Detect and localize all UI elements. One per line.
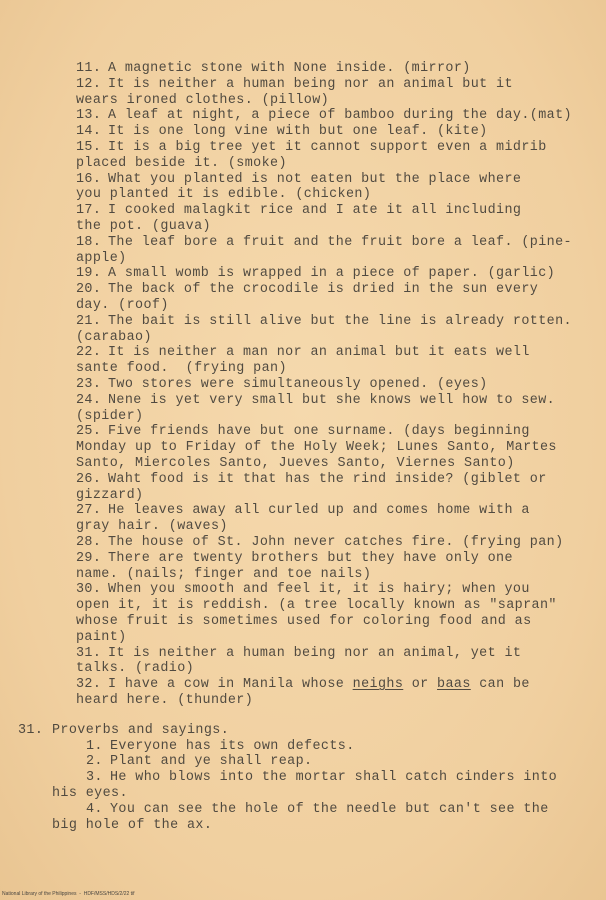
riddle-text-continued: name. (nails; finger and toe nails) [76,566,372,582]
riddle-number: 29. [76,550,102,566]
riddle-number: 14. [76,124,102,140]
riddle-text-continued: talks. (radio) [76,661,195,677]
riddle-number: 20. [76,282,102,298]
riddle-text-continued: paint) [76,629,127,645]
riddle-text: A leaf at night, a piece of bamboo during the day.(mat) [108,108,572,124]
riddle-text: A small womb is wrapped in a piece of paper. (garlic) [108,266,556,282]
riddle-text-continued: you planted it is edible. (chicken) [76,187,372,203]
riddle-text: It is a big tree yet it cannot support even a midrib [108,140,547,155]
riddle-number: 13. [76,108,102,124]
riddle-number: 25. [76,424,102,440]
riddle-text: Five friends have but one surname. (days beginning [108,424,530,440]
riddle-number: 22. [76,345,102,361]
riddle-text: The back of the crocodile is dried in the sun every [108,282,539,298]
riddle-text: A magnetic stone with None inside. (mirror) [108,61,471,76]
riddle-text: Two stores were simultaneously opened. (eyes) [108,377,488,392]
riddle-number: 21. [76,313,102,329]
proverb-number: 4. [86,801,103,817]
riddle-text: Nene is yet very small but she knows well how to sew. [108,392,556,408]
riddle-text: The house of St. John never catches fire. (frying pan) [108,535,564,550]
riddle-text-continued: open it, it is reddish. (a tree locally known as "sapran" [76,598,557,614]
riddle-text-continued: whose fruit is sometimes used for coloring food and as [76,614,532,629]
riddle-text-continued: Monday up to Friday of the Holy Week; Lunes Santo, Martes [76,440,557,456]
riddle-text-continued: apple) [76,250,127,266]
riddle-text: The leaf bore a fruit and the fruit bore a leaf. (pine- [108,234,572,250]
riddle-number: 30. [76,582,102,598]
underlined-word: neighs [352,677,404,693]
proverb-text-continued: big hole of the ax. [52,817,213,833]
proverb-text: Everyone has its own defects. [110,738,355,754]
riddle-number: 16. [76,171,102,187]
riddle-number: 23. [76,377,102,392]
proverb-number: 3. [86,770,103,786]
underlined-word: baas [437,677,471,693]
riddle-number: 15. [76,140,102,155]
proverb-text: You can see the hole of the needle but can't see the [110,801,549,817]
riddle-text-continued: heard here. (thunder) [76,693,254,708]
riddle-text-continued: placed beside it. (smoke) [76,155,287,171]
riddle-number: 12. [76,76,102,92]
riddle-text-continued: wears ironed clothes. (pillow) [76,92,330,108]
riddle-text: I have a cow in Manila whose neighs or baas can be [108,677,530,693]
proverb-text: He who blows into the mortar shall catch cinders into [110,770,558,786]
riddle-text-continued: the pot. (guava) [76,219,211,234]
riddle-text: It is neither a human being nor an animal, yet it [108,645,522,661]
riddle-text: I cooked malagkit rice and I ate it all including [108,203,522,219]
riddle-number: 27. [76,503,102,519]
riddle-text: It is neither a man nor an animal but it eats well [108,345,530,361]
riddle-number: 11. [76,61,102,76]
riddle-text: It is neither a human being nor an animal but it [108,76,513,92]
riddle-text: He leaves away all curled up and comes home with a [108,503,530,519]
riddle-text-continued: gray hair. (waves) [76,519,228,535]
riddle-number: 24. [76,392,102,408]
riddle-text: The bait is still alive but the line is already rotten. [108,313,572,329]
riddle-text: What you planted is not eaten but the place where [108,171,522,187]
proverb-text-continued: his eyes. [52,786,128,801]
riddle-text: When you smooth and feel it, it is hairy; when you [108,582,530,598]
riddle-text: It is one long vine with but one leaf. (kite) [108,124,488,140]
riddle-number: 19. [76,266,102,282]
riddle-text-continued: sante food. (frying pan) [76,361,287,377]
proverb-text: Plant and ye shall reap. [110,754,313,770]
section-number: 31. [18,722,44,738]
section-title: Proverbs and sayings. [52,722,230,738]
riddle-number: 32. [76,677,102,693]
riddle-text-continued: (carabao) [76,329,152,345]
riddle-number: 18. [76,234,102,250]
riddle-text-continued: day. (roof) [76,298,169,313]
riddle-number: 28. [76,535,102,550]
riddle-text-continued: (spider) [76,408,144,424]
riddle-text-continued: gizzard) [76,487,144,503]
archive-footer: National Library of the Philippines - HDF/MSS/HDS/2/22 tif [2,891,135,897]
riddle-number: 26. [76,471,102,487]
riddle-text: Waht food is it that has the rind inside? (giblet or [108,471,547,487]
riddle-text-continued: Santo, Miercoles Santo, Jueves Santo, Viernes Santo) [76,456,515,471]
proverb-number: 2. [86,754,103,770]
riddle-text: There are twenty brothers but they have only one [108,550,513,566]
riddle-number: 31. [76,645,102,661]
proverb-number: 1. [86,738,103,754]
riddle-number: 17. [76,203,102,219]
